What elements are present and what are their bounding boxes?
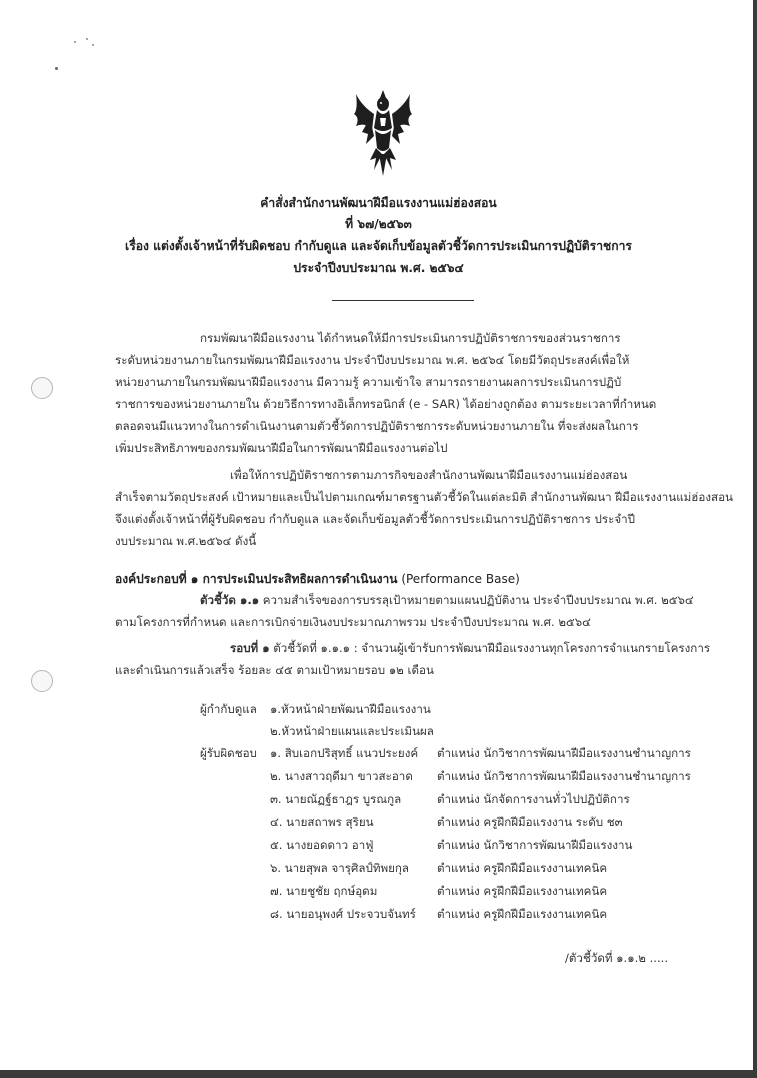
order-title: คำสั่งสำนักงานพัฒนาฝีมือแรงงานแม่ฮ่องสอน bbox=[260, 195, 497, 210]
responsible-position: ตำแหน่ง นักวิชาการพัฒนาฝีมือแรงงานชำนาญการ bbox=[437, 746, 691, 760]
responsible-position: ตำแหน่ง นักจัดการงานทั่วไปปฏิบัติการ bbox=[437, 792, 630, 806]
paragraph-line: ระดับหน่วยงานภายในกรมพัฒนาฝีมือแรงงาน ประจำปีงบประมาณ พ.ศ. ๒๕๖๔ โดยมีวัตถุประสงค์เพื่อให้ bbox=[115, 353, 630, 367]
scan-edge-right bbox=[753, 0, 757, 1078]
paragraph-line: เพื่อให้การปฏิบัติราชการตามภารกิจของสำนักงานพัฒนาฝีมือแรงงานแม่ฮ่องสอน bbox=[230, 468, 628, 482]
order-number: ที่ ๖๗/๒๕๖๓ bbox=[345, 216, 412, 231]
scan-speck bbox=[86, 38, 88, 40]
paragraph-line: เพิ่มประสิทธิภาพของกรมพัฒนาฝีมือในการพัฒนาฝีมือแรงงานต่อไป bbox=[115, 441, 448, 455]
paragraph-line: งบประมาณ พ.ศ.๒๕๖๔ ดังนี้ bbox=[115, 534, 257, 548]
responsible-position: ตำแหน่ง นักวิชาการพัฒนาฝีมือแรงงาน bbox=[437, 838, 633, 852]
responsible-name: ๑. สิบเอกปริสุทธิ์ แนวประยงค์ bbox=[270, 746, 419, 760]
responsible-name: ๗. นายชูชัย ฤกษ์อุดม bbox=[270, 884, 378, 898]
scan-speck bbox=[74, 41, 76, 43]
order-subject-line2: ประจำปีงบประมาณ พ.ศ. ๒๕๖๔ bbox=[293, 260, 464, 275]
continuation-marker: /ตัวชี้วัดที่ ๑.๑.๒ ..... bbox=[565, 951, 669, 965]
responsible-name: ๔. นายสถาพร สุริยน bbox=[270, 815, 374, 829]
paragraph-line: ตลอดจนมีแนวทางในการดำเนินงานตามตัวชี้วัดการปฏิบัติราชการระดับหน่วยงานภายใน ที่จะส่งผลในการ bbox=[115, 419, 639, 433]
indicator-line2: ตามโครงการที่กำหนด และการเบิกจ่ายเงินงบประมาณภาพรวม ประจำปีงบประมาณ พ.ศ. ๒๕๖๔ bbox=[115, 615, 591, 629]
round-text: ตัวชี้วัดที่ ๑.๑.๑ : จำนวนผู้เข้ารับการพัฒนาฝีมือแรงงานทุกโครงการจำแนกรายโครงการ bbox=[269, 641, 711, 655]
component-heading-bold: องค์ประกอบที่ ๑ การประเมินประสิทธิผลการดำเนินงาน bbox=[115, 572, 398, 586]
paragraph-line: จึงแต่งตั้งเจ้าหน้าที่ผู้รับผิดชอบ กำกับดูแล และจัดเก็บข้อมูลตัวชี้วัดการประเมินการปฏิบัติราชการ ประจำปี bbox=[115, 512, 636, 526]
supervisors-label: ผู้กำกับดูแล bbox=[200, 702, 257, 716]
paragraph-line: หน่วยงานภายในกรมพัฒนาฝีมือแรงงาน มีความรู้ ความเข้าใจ สามารถรายงานผลการประเมินการปฏิบั bbox=[115, 375, 622, 389]
supervisor-item: ๒.หัวหน้าฝ่ายแผนและประเมินผล bbox=[270, 724, 434, 738]
indicator-label: ตัวชี้วัด ๑.๑ bbox=[200, 593, 260, 607]
punch-hole-bottom bbox=[31, 670, 53, 692]
round-label: รอบที่ ๑ bbox=[230, 641, 270, 655]
component-heading-rest: (Performance Base) bbox=[397, 572, 520, 586]
round-line2: และดำเนินการแล้วเสร็จ ร้อยละ ๔๕ ตามเป้าหมายรอบ ๑๒ เดือน bbox=[115, 663, 434, 677]
header-divider bbox=[332, 300, 474, 301]
scan-edge-bottom bbox=[0, 1070, 757, 1078]
round-line1 bbox=[230, 640, 710, 658]
responsible-name: ๒. นางสาวฤดีมา ขาวสะอาด bbox=[270, 769, 413, 783]
paragraph-line: สำเร็จตามวัตถุประสงค์ เป้าหมายและเป็นไปตามเกณฑ์มาตรฐานตัวชี้วัดในแต่ละมิติ สำนักงานพัฒนา ฝีมือแรงงานแม่ฮ่องสอน bbox=[115, 490, 733, 504]
scan-speck bbox=[92, 44, 94, 46]
responsible-position: ตำแหน่ง ครูฝึกฝีมือแรงงานเทคนิค bbox=[437, 861, 608, 875]
responsible-label: ผู้รับผิดชอบ bbox=[200, 746, 257, 760]
responsible-position: ตำแหน่ง ครูฝึกฝีมือแรงงานเทคนิค bbox=[437, 907, 608, 921]
scan-speck bbox=[55, 67, 58, 70]
responsible-position: ตำแหน่ง ครูฝึกฝีมือแรงงานเทคนิค bbox=[437, 884, 608, 898]
paragraph-line: ราชการของหน่วยงานภายใน ด้วยวิธีการทางอิเล็กทรอนิกส์ (e - SAR) ได้อย่างถูกต้อง ตามระยะเวลาที่กำหนด bbox=[115, 397, 657, 411]
paragraph-line: กรมพัฒนาฝีมือแรงงาน ได้กำหนดให้มีการประเมินการปฏิบัติราชการของส่วนราชการ bbox=[200, 331, 621, 345]
garuda-emblem-icon bbox=[352, 88, 414, 178]
indicator-line1 bbox=[200, 592, 694, 610]
responsible-name: ๓. นายณัฏฐ์ธาฎร บูรณกูล bbox=[270, 792, 402, 806]
responsible-position: ตำแหน่ง นักวิชาการพัฒนาฝีมือแรงงานชำนาญการ bbox=[437, 769, 691, 783]
component-heading bbox=[115, 570, 520, 589]
supervisor-item: ๑.หัวหน้าฝ่ายพัฒนาฝีมือแรงงาน bbox=[270, 702, 431, 716]
order-subject-line1: เรื่อง แต่งตั้งเจ้าหน้าที่รับผิดชอบ กำกับดูแล และจัดเก็บข้อมูลตัวชี้วัดการประเมินการปฏิบัติราชการ bbox=[125, 238, 632, 253]
indicator-text: ความสำเร็จของการบรรลุเป้าหมายตามแผนปฏิบัติงาน ประจำปีงบประมาณ พ.ศ. ๒๕๖๔ bbox=[259, 593, 694, 607]
responsible-name: ๕. นางยอดดาว อาฟู่ bbox=[270, 838, 374, 852]
responsible-name: ๘. นายอนุพงศ์ ประจวบจันทร์ bbox=[270, 907, 416, 921]
punch-hole-top bbox=[31, 377, 53, 399]
responsible-position: ตำแหน่ง ครูฝึกฝีมือแรงงาน ระดับ ช๓ bbox=[437, 815, 623, 829]
responsible-name: ๖. นายสุพล จารุศิลป์ทิพยกุล bbox=[270, 861, 410, 875]
